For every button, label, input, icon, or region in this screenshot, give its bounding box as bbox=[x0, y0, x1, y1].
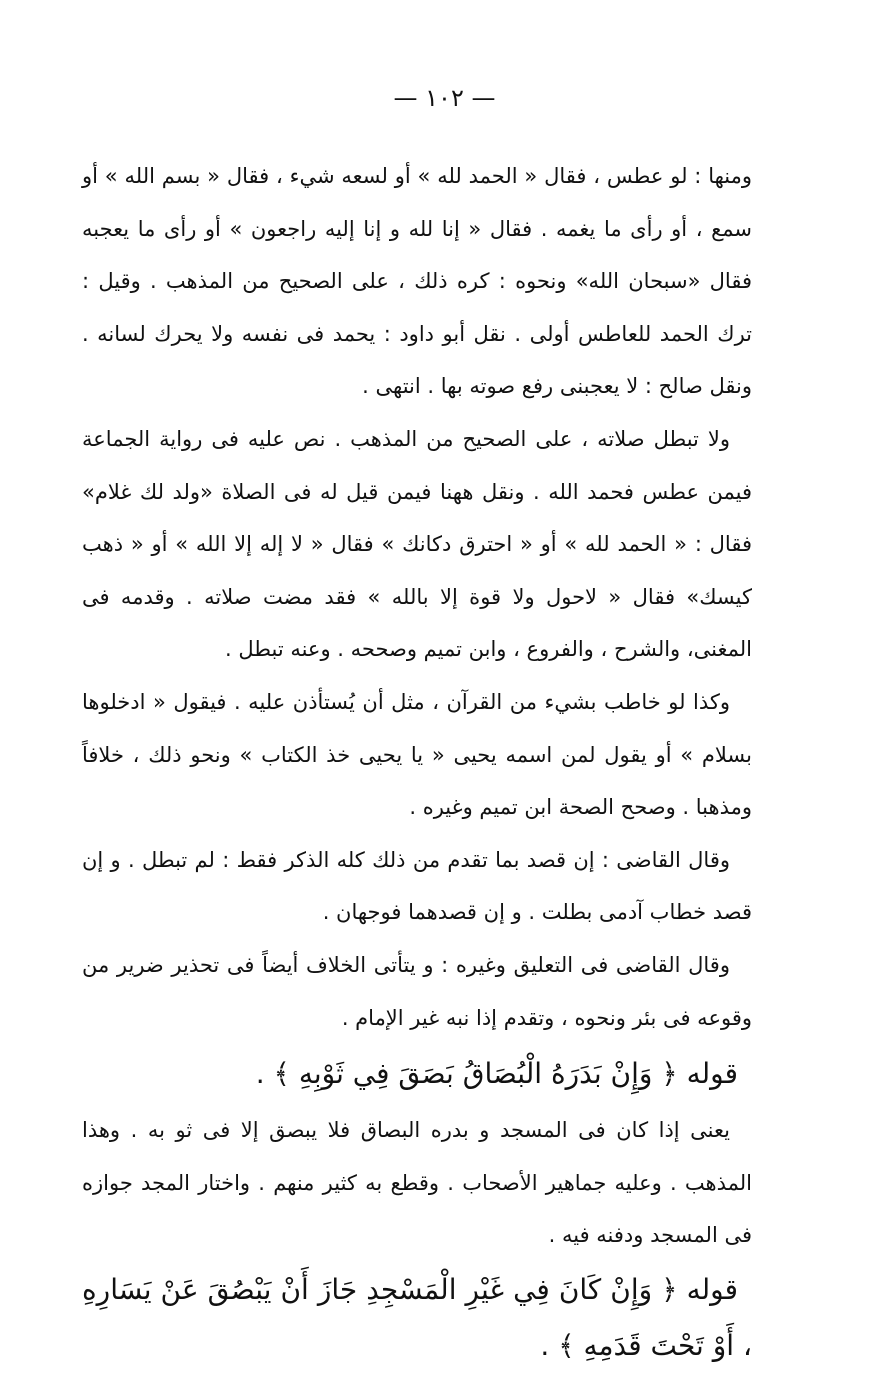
paragraph-spitting-explanation: يعنى إذا كان فى المسجد و بدره البصاق فلا يبصق إلا فى ثو به . وهذا المذهب . وعليه جماهير الأصحاب . وقطع به كثير منهم . واختار المجد جوازه فى المسجد ودفنه فيه . bbox=[82, 1118, 752, 1248]
paragraph-prayer-validity: ولا تبطل صلاته ، على الصحيح من المذهب . نص عليه فى رواية الجماعة فيمن عطس فحمد الله . ونقل ههنا فيمن قيل له فى الصلاة «ولد لك غلام» فقال : « الحمد لله » أو « احترق دكانك » فقال « لا إله إلا الله » أو « ذهب كيسك» فقال « لاحول ولا قوة إلا بالله » فقد مضت صلاته . وقدمه فى المغنى، والشرح ، والفروع ، وابن تميم وصححه . وعنه تبطل . bbox=[82, 426, 752, 662]
heading-spitting-in-garment: قوله ﴿ وَإِنْ بَدَرَهُ الْبُصَاقُ بَصَقَ فِي ثَوْبِهِ ﴾ . bbox=[255, 1057, 738, 1091]
paragraph-quran-address: وكذا لو خاطب بشيء من القرآن ، مثل أن يُستأذن عليه . فيقول « ادخلوها بسلام » أو يقول لمن اسمه يحيى « يا يحيى خذ الكتاب » ونحو ذلك ، خلافاً ومذهبا . وصحح الصحة ابن تميم وغيره . bbox=[82, 689, 752, 820]
page-number: — ١٠٢ — bbox=[393, 84, 496, 112]
heading-spitting-outside-mosque: قوله ﴿ وَإِنْ كَانَ فِي غَيْرِ الْمَسْجِدِ جَازَ أَنْ يَبْصُقَ عَنْ يَسَارِهِ ، أَوْ تَحْتَ قَدَمِهِ ﴾ . bbox=[82, 1272, 752, 1362]
paragraph-sneezing: ومنها : لو عطس ، فقال « الحمد لله » أو لسعه شيء ، فقال « بسم الله » أو سمع ، أو رأى ما يغمه . فقال « إنا لله و إنا إليه راجعون » أو رأى ما يعجبه فقال «سبحان الله» ونحوه : كره ذلك ، على الصحيح من المذهب . وقيل : ترك الحمد للعاطس أولى . نقل أبو داود : يحمد فى نفسه ولا يحرك لسانه . ونقل صالح : لا يعجبنى رفع صوته بها . انتهى . bbox=[82, 164, 752, 399]
paragraph-qadi-opinion: وقال القاضى : إن قصد بما تقدم من ذلك كله الذكر فقط : لم تبطل . و إن قصد خطاب آدمى بطلت . و إن قصدهما فوجهان . bbox=[82, 847, 752, 925]
page-body bbox=[82, 150, 752, 1374]
paragraph-qadi-taliq: وقال القاضى فى التعليق وغيره : و يتأتى الخلاف أيضاً فى تحذير ضرير من وقوعه فى بئر ونحوه ، وتقدم إذا نبه غير الإمام . bbox=[82, 952, 752, 1030]
